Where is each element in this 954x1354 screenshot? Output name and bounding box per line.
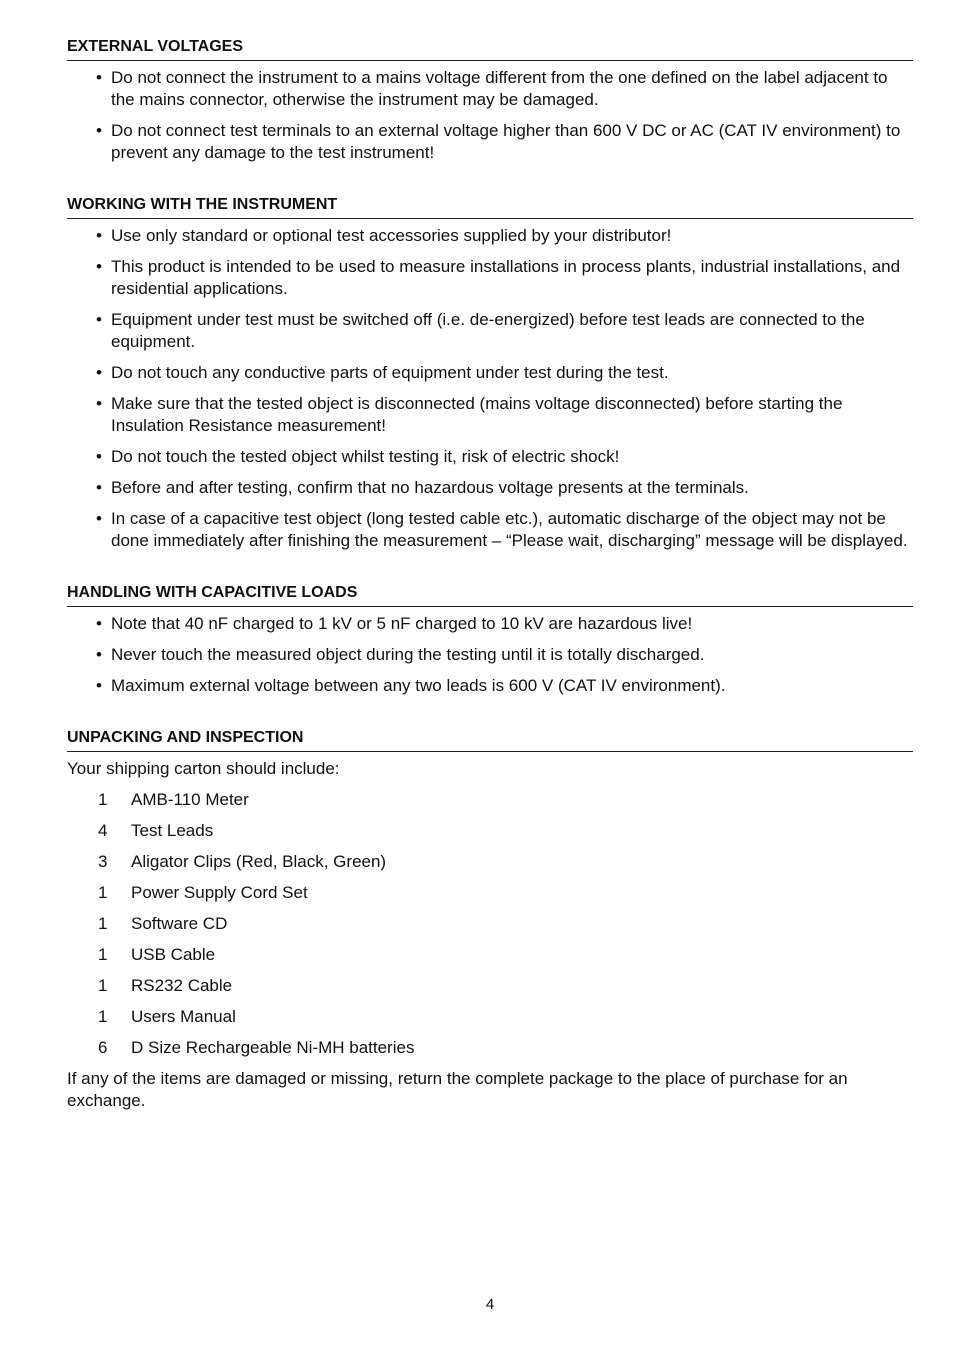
bullet-dot: • [96,394,102,413]
section-heading: UNPACKING AND INSPECTION [67,727,913,752]
item-quantity: 1 [98,945,108,964]
package-item [98,820,913,842]
bullet-item [96,675,913,697]
bullet-item [96,508,913,552]
item-quantity: 1 [98,1007,108,1026]
document-page [67,36,913,1142]
section-heading: HANDLING WITH CAPACITIVE LOADS [67,582,913,607]
bullet-item [96,644,913,666]
item-name: Users Manual [131,1007,236,1026]
bullet-item [96,256,913,300]
bullet-text: Maximum external voltage between any two leads is 600 V (CAT IV environment). [111,676,726,695]
bullet-text: Equipment under test must be switched off (i.e. de-energized) before test leads are connected to the equipment. [111,310,865,351]
bullet-text: Before and after testing, confirm that no hazardous voltage presents at the terminals. [111,478,749,497]
bullet-dot: • [96,121,102,140]
bullet-item [96,225,913,247]
bullet-text: Do not touch the tested object whilst testing it, risk of electric shock! [111,447,620,466]
item-name: RS232 Cable [131,976,233,995]
item-quantity: 3 [98,852,108,871]
bullet-dot: • [96,363,102,382]
item-quantity: 6 [98,1038,108,1057]
bullet-item [96,120,913,164]
package-item [98,789,913,811]
section-working-with-instrument [67,194,913,552]
package-item [98,944,913,966]
bullet-dot: • [96,676,102,695]
section-heading: EXTERNAL VOLTAGES [67,36,913,61]
bullet-dot: • [96,68,102,87]
package-item [98,1037,913,1059]
section-heading: WORKING WITH THE INSTRUMENT [67,194,913,219]
bullet-text: Make sure that the tested object is disconnected (mains voltage disconnected) before starting the Insulation Resistance measurement! [111,394,843,435]
item-quantity: 1 [98,914,108,933]
bullet-list [67,613,913,697]
item-quantity: 1 [98,790,108,809]
item-name: USB Cable [131,945,216,964]
bullet-dot: • [96,310,102,329]
package-item [98,975,913,997]
item-name: D Size Rechargeable Ni-MH batteries [131,1038,415,1057]
section-external-voltages [67,36,913,164]
bullet-item [96,67,913,111]
bullet-dot: • [96,257,102,276]
package-item [98,882,913,904]
section-unpacking [67,727,913,1112]
item-name: Power Supply Cord Set [131,883,308,902]
bullet-item [96,613,913,635]
package-contents-list [67,789,913,1059]
package-item [98,851,913,873]
item-name: Test Leads [131,821,214,840]
bullet-dot: • [96,645,102,664]
item-quantity: 1 [98,976,108,995]
bullet-dot: • [96,478,102,497]
item-name: Software CD [131,914,228,933]
bullet-text: Do not connect test terminals to an external voltage higher than 600 V DC or AC (CAT IV environment) to prevent any damage to the test instrument! [111,121,901,162]
bullet-dot: • [96,509,102,528]
package-item [98,1006,913,1028]
bullet-text: Do not touch any conductive parts of equipment under test during the test. [111,363,669,382]
bullet-text: Never touch the measured object during the testing until it is totally discharged. [111,645,705,664]
bullet-item [96,393,913,437]
unpacking-intro: Your shipping carton should include: [67,759,340,778]
item-quantity: 4 [98,821,108,840]
bullet-item [96,446,913,468]
unpacking-note: If any of the items are damaged or missing, return the complete package to the place of purchase for an exchange. [67,1069,848,1110]
bullet-dot: • [96,614,102,633]
section-capacitive-loads [67,582,913,697]
bullet-item [96,477,913,499]
bullet-text: This product is intended to be used to measure installations in process plants, industrial installations, and residential applications. [111,257,901,298]
bullet-text: Note that 40 nF charged to 1 kV or 5 nF charged to 10 kV are hazardous live! [111,614,693,633]
bullet-item [96,309,913,353]
item-name: Aligator Clips (Red, Black, Green) [131,852,387,871]
bullet-dot: • [96,226,102,245]
bullet-text: Do not connect the instrument to a mains voltage different from the one defined on the label adjacent to the mains connector, otherwise the instrument may be damaged. [111,68,888,109]
item-name: AMB-110 Meter [131,790,249,809]
bullet-text: In case of a capacitive test object (long tested cable etc.), automatic discharge of the object may not be done immediately after finishing the measurement – “Please wait, discharging” message will be displayed. [111,509,908,550]
bullet-dot: • [96,447,102,466]
page-number: 4 [485,1296,495,1313]
bullet-item [96,362,913,384]
bullet-text: Use only standard or optional test accessories supplied by your distributor! [111,226,672,245]
bullet-list [67,225,913,552]
package-item [98,913,913,935]
bullet-list [67,67,913,164]
item-quantity: 1 [98,883,108,902]
